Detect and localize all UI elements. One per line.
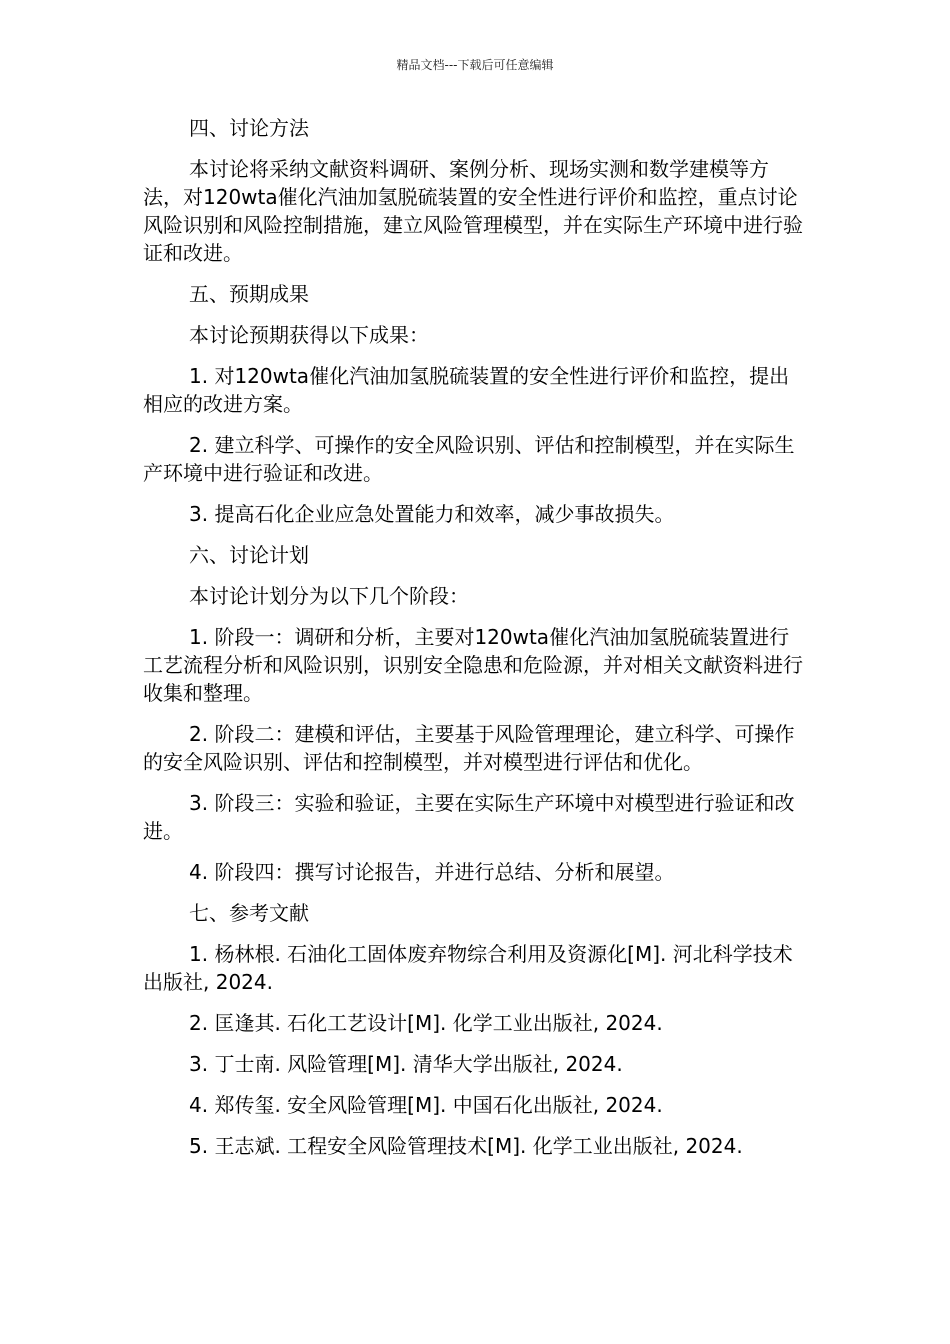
section-title-references: 七、参考文献	[189, 901, 309, 925]
plan-item-4: 4. 阶段四：撰写讨论报告，并进行总结、分析和展望。	[189, 860, 675, 884]
results-item-2: 2. 建立科学、可操作的安全风险识别、评估和控制模型，并在实际生产环境中进行验证和改进。	[143, 433, 795, 485]
reference-item-1: 1. 杨林根. 石油化工固体废弃物综合利用及资源化[M]. 河北科学技术出版社, 2024.	[143, 942, 793, 994]
reference-item-2: 2. 匡逢其. 石化工艺设计[M]. 化学工业出版社, 2024.	[189, 1011, 663, 1035]
plan-item-3: 3. 阶段三：实验和验证，主要在实际生产环境中对模型进行验证和改进。	[143, 791, 795, 843]
page-header: 精品文档---下载后可任意编辑	[396, 58, 554, 72]
results-item-3: 3. 提高石化企业应急处置能力和效率，减少事故损失。	[189, 502, 675, 526]
plan-item-2: 2. 阶段二：建模和评估，主要基于风险管理理论，建立科学、可操作的安全风险识别、评估和控制模型，并对模型进行评估和优化。	[143, 722, 795, 774]
document-body	[143, 114, 807, 1173]
section-title-plan: 六、讨论计划	[189, 543, 309, 567]
reference-item-4: 4. 郑传玺. 安全风险管理[M]. 中国石化出版社, 2024.	[189, 1093, 663, 1117]
section-title-method: 四、讨论方法	[189, 116, 309, 140]
section-title-results: 五、预期成果	[189, 282, 309, 306]
results-intro: 本讨论预期获得以下成果：	[189, 323, 429, 347]
method-paragraph: 本讨论将采纳文献资料调研、案例分析、现场实测和数学建模等方法，对120wta催化汽油加氢脱硫装置的安全性进行评价和监控，重点讨论风险识别和风险控制措施，建立风险管理模型，并在实际生产环境中进行验证和改进。	[143, 157, 803, 265]
plan-item-1: 1. 阶段一：调研和分析，主要对120wta催化汽油加氢脱硫装置进行工艺流程分析和风险识别，识别安全隐患和危险源，并对相关文献资料进行收集和整理。	[143, 625, 803, 705]
plan-intro: 本讨论计划分为以下几个阶段：	[189, 584, 469, 608]
results-item-1: 1. 对120wta催化汽油加氢脱硫装置的安全性进行评价和监控，提出相应的改进方案。	[143, 364, 790, 416]
reference-item-3: 3. 丁士南. 风险管理[M]. 清华大学出版社, 2024.	[189, 1052, 623, 1076]
reference-item-5: 5. 王志斌. 工程安全风险管理技术[M]. 化学工业出版社, 2024.	[189, 1134, 743, 1158]
